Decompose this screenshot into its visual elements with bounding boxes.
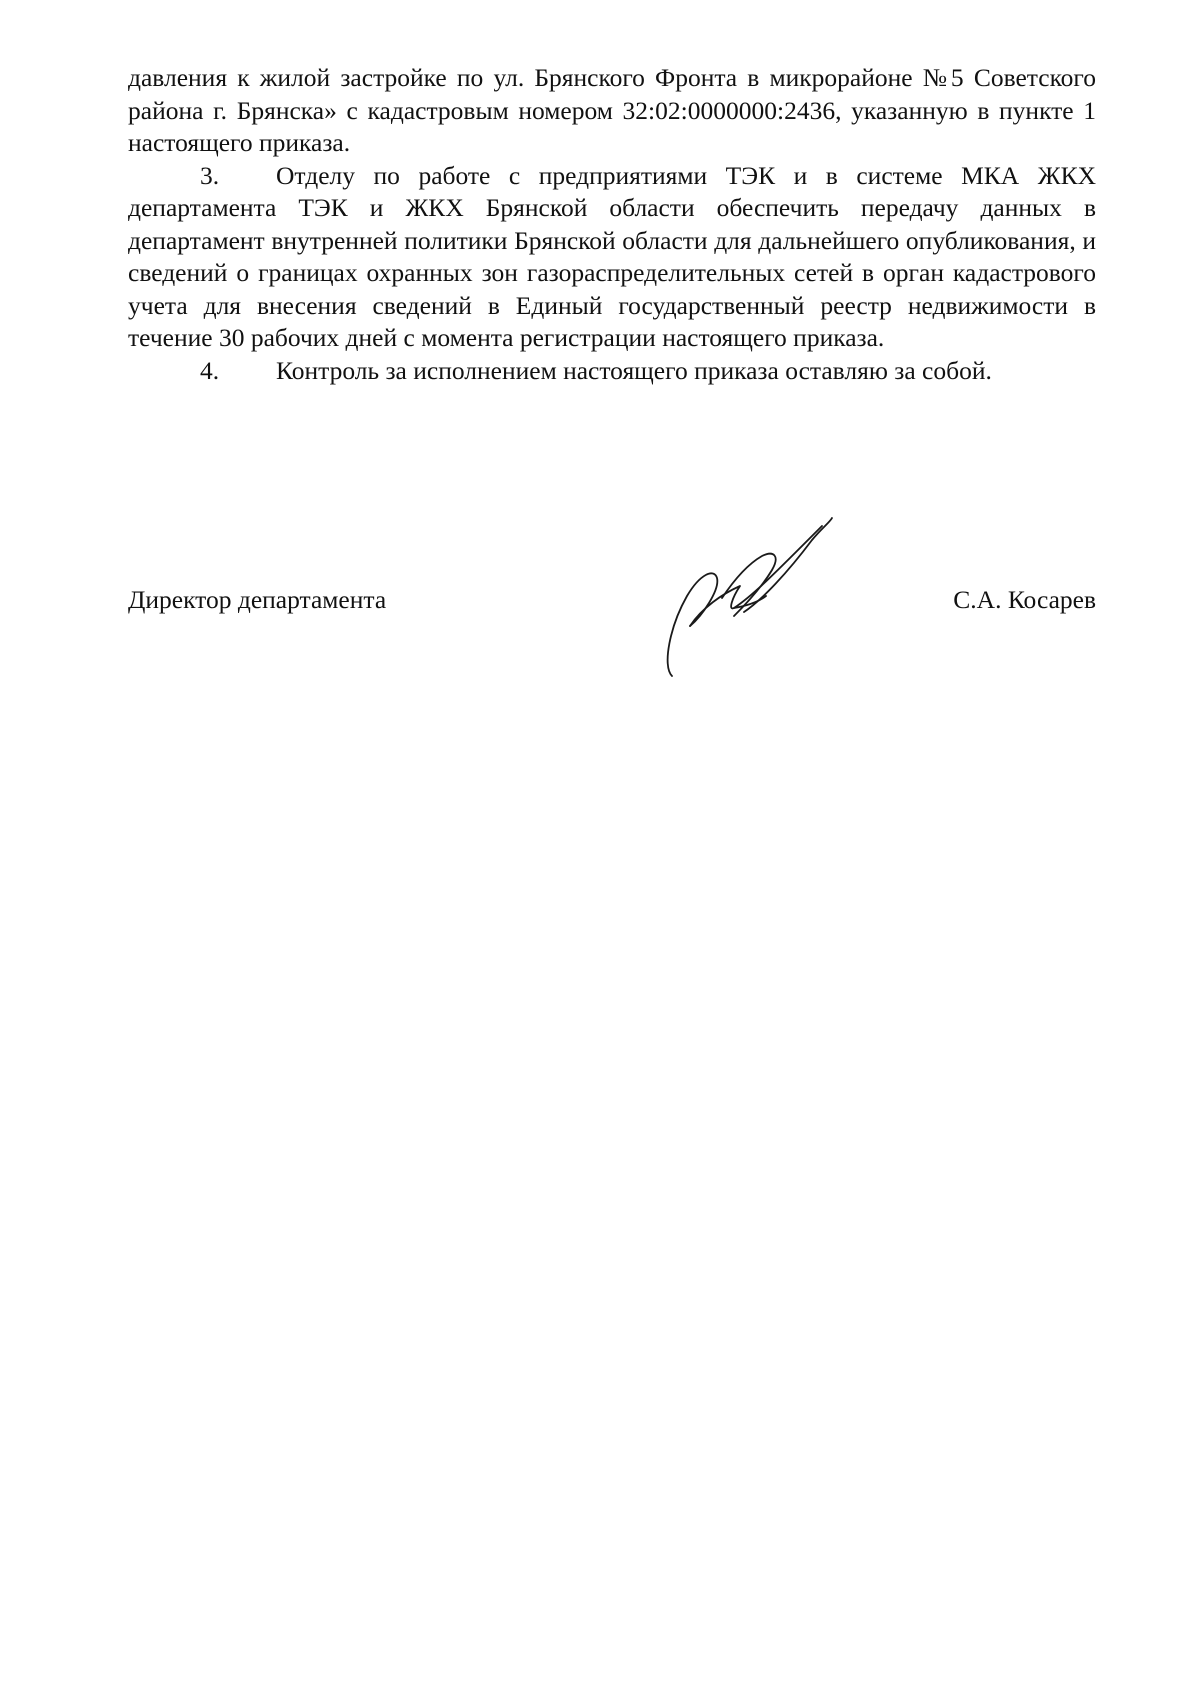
signature-block: [128, 584, 1096, 624]
list-item: [128, 355, 1096, 388]
item-number: 3.: [200, 160, 220, 190]
item-number: 4.: [200, 355, 220, 385]
signer-position: Директор департамента: [128, 585, 387, 614]
item-text: Отделу по работе с предприятиями ТЭК и в системе МКА ЖКХ департамента ТЭК и ЖКХ Брянской области обеспечить передачу данных в департамент внутренней политики Брянской области для дальнейшего опубликования, и сведений о границах охранных зон газораспределительных сетей в орган кадастрового учета для внесения сведений в Единый государственный реестр недвижимости в течение 30 рабочих дней с момента регистрации настоящего приказа.: [128, 160, 1096, 352]
document-body: [128, 62, 1096, 387]
signer-name: С.А. Косарев: [953, 585, 1096, 614]
continuation-paragraph: давления к жилой застройке по ул. Брянского Фронта в микрорайоне №5 Советского района г. Брянска» с кадастровым номером 32:02:0000000:2436, указанную в пункте 1 настоящего приказа.: [128, 63, 1096, 157]
list-item: [128, 160, 1096, 355]
item-text: Контроль за исполнением настоящего приказа оставляю за собой.: [276, 355, 992, 385]
